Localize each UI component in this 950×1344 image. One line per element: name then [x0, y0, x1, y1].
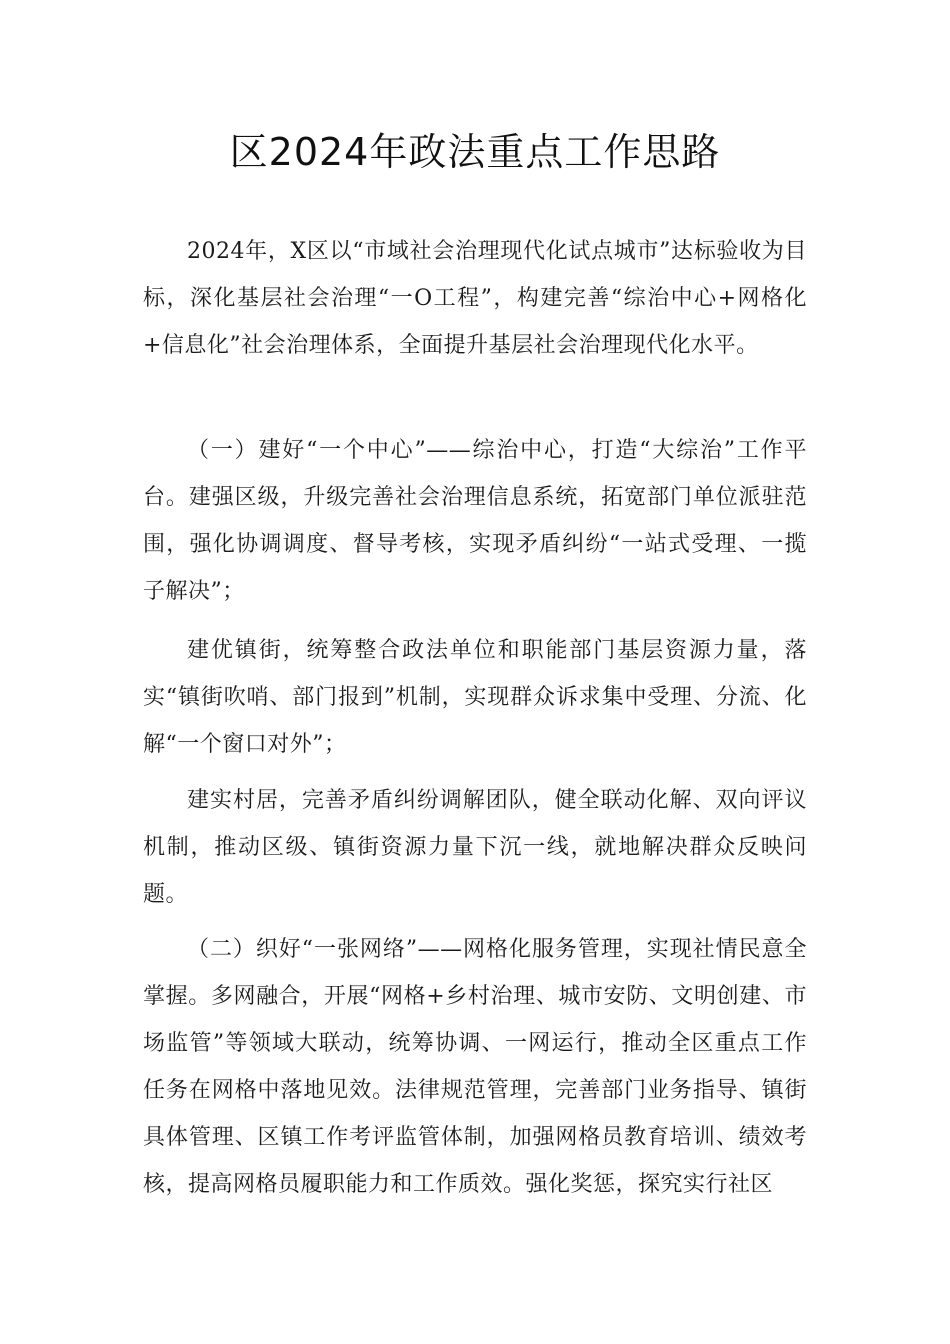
paragraph-section-1-town: 建优镇街，统筹整合政法单位和职能部门基层资源力量，落实“镇街吹哨、部门报到”机制，实现群众诉求集中受理、分流、化解“一个窗口对外”； [143, 638, 807, 757]
paragraph-section-1-village: 建实村居，完善矛盾纠纷调解团队，健全联动化解、双向评议机制，推动区级、镇街资源力量下沉一线，就地解决群众反映问题。 [143, 788, 807, 907]
paragraph-section-1: （一）建好“一个中心”——综治中心，打造“大综治”工作平台。建强区级，升级完善社会治理信息系统，拓宽部门单位派驻范围，强化协调调度、督导考核，实现矛盾纠纷“一站式受理、一揽子解决”； [143, 438, 807, 604]
document-title: 区2024年政法重点工作思路 [229, 130, 721, 174]
paragraph-section-2: （二）织好“一张网络”——网格化服务管理，实现社情民意全掌握。多网融合，开展“网格+乡村治理、城市安防、文明创建、市场监管”等领域大联动，统筹协调、一网运行，推动全区重点工作任务在网格中落地见效。法律规范管理，完善部门业务指导、镇街具体管理、区镇工作考评监管体制，加强网格员教育培训、绩效考核，提高网格员履职能力和工作质效。强化奖惩，探究实行社区 [143, 937, 807, 1197]
paragraph-intro: 2024年，X区以“市域社会治理现代化试点城市”达标验收为目标，深化基层社会治理“一O工程”，构建完善“综治中心+网格化+信息化”社会治理体系，全面提升基层社会治理现代化水平。 [143, 239, 807, 358]
